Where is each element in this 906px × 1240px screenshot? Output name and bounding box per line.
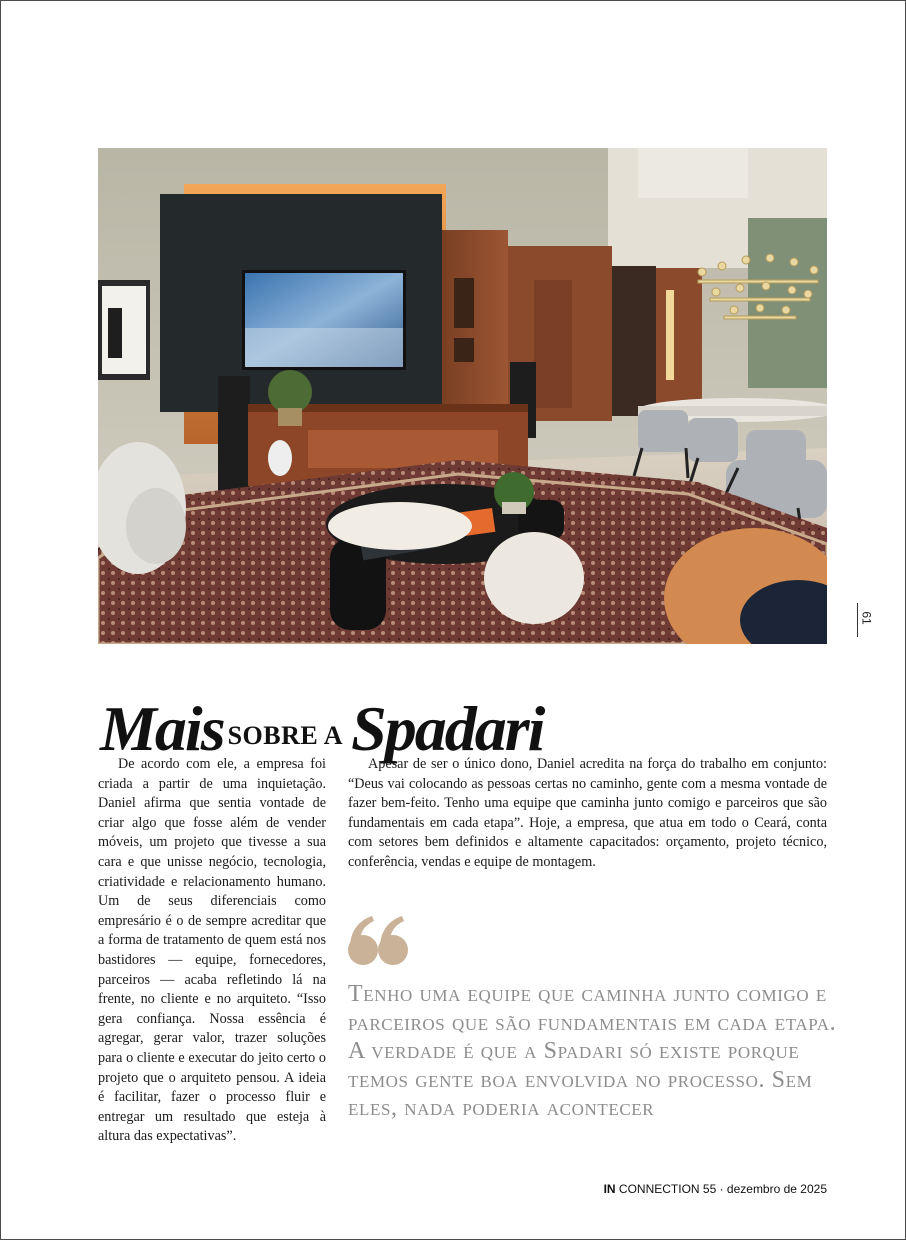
quote-mark-icon <box>346 912 410 970</box>
headline-small-words: SOBRE A <box>227 721 344 751</box>
pull-quote: Tenho uma equipe que caminha junto comigo e parceiros que são fundamentais em cada etapa. A verdade é que a Spadari só existe porque temos gente boa envolvida no processo. Sem eles, nada poderia acontecer <box>348 981 837 1121</box>
article-headline <box>100 693 544 765</box>
right-column-text: Apesar de ser o único dono, Daniel acredita na força do trabalho em conjunto: “Deus vai colocando as pessoas certas no caminho, gente com a mesma vontade de fazer bem-feito. Tenho uma equipe que caminha junto comigo e parceiros que são fundamentais em cada etapa”. Hoje, a empresa, que atua em todo o Ceará, conta com setores bem definidos e altamente capacitados: orçamento, projeto técnico, conferência, vendas e equipe de montagem. <box>348 756 827 870</box>
page-footer <box>604 1182 827 1196</box>
footer-issue: CONNECTION 55 · dezembro de 2025 <box>618 1182 827 1196</box>
footer-brand: IN <box>603 1182 616 1196</box>
page-number-text: 61 <box>859 611 874 625</box>
page-number <box>857 603 874 637</box>
living-room-photo <box>98 148 827 644</box>
headline-word-one: Mais <box>100 693 224 765</box>
headline-word-two: Spadari <box>351 693 544 765</box>
left-column-text: De acordo com ele, a empresa foi criada a partir de uma inquietação. Daniel afirma que sentia vontade de criar algo que fosse além de vender móveis, um projeto que tivesse a sua cara e que unisse negócio, tecnologia, criatividade e relacionamento humano. Um de seus diferenciais como empresário é o de sempre acreditar que a forma de tratamento de quem está nos bastidores — equipe, fornecedores, parceiros — acaba refletindo lá na frente, no cliente e no arquiteto. “Isso gera confiança. Nossa essência é agregar, gerar valor, trazer soluções para o cliente e executar do jeito certo o projeto que o arquiteto pensou. A ideia é facilitar, fazer o processo fluir e entregar um resultado que esteja à altura das expectativas”. <box>98 756 326 1145</box>
